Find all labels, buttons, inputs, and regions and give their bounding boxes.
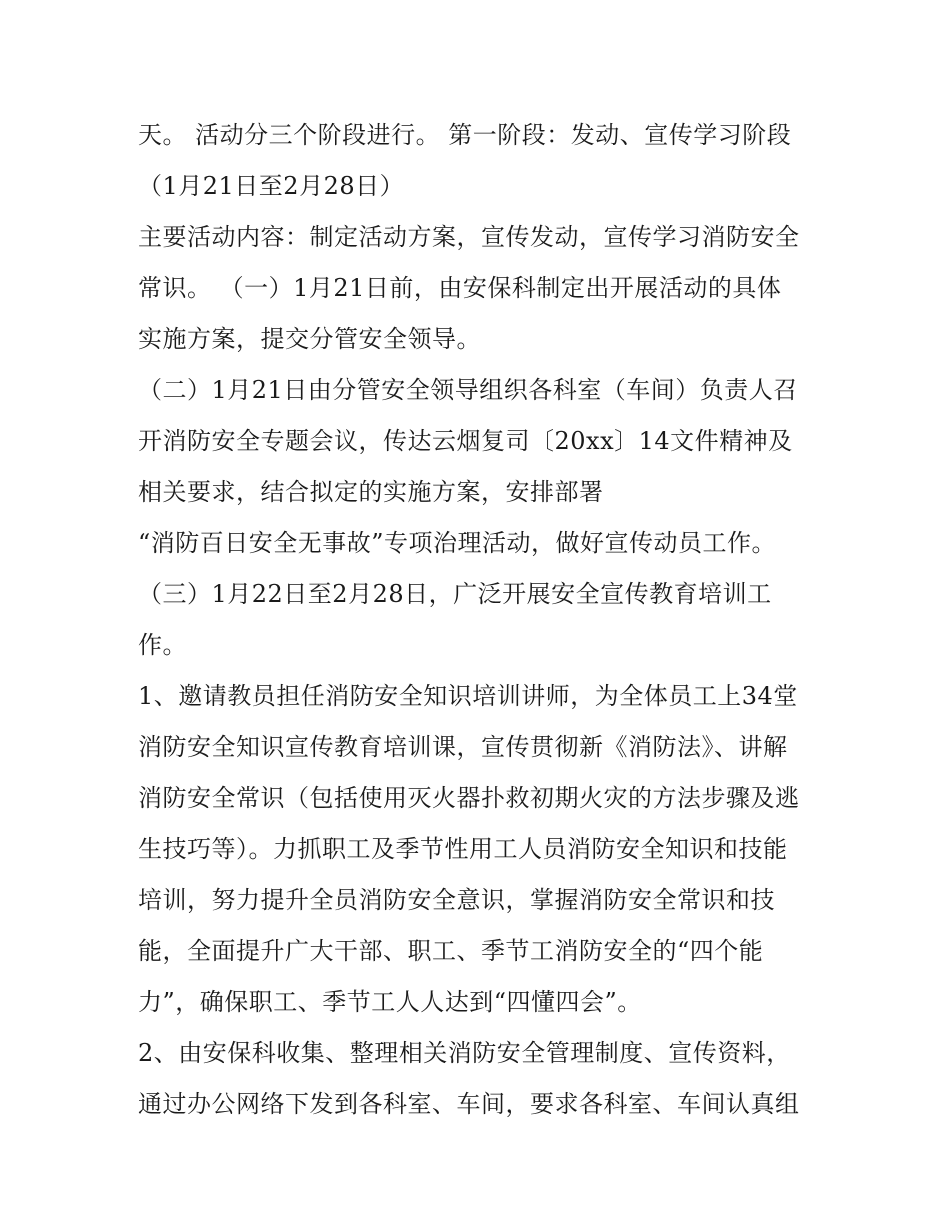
text-line: 生技巧等）。力抓职工及季节性用工人员消防安全知识和技能 xyxy=(138,835,788,863)
text-line: 2、由安保科收集、整理相关消防安全管理制度、宣传资料， xyxy=(138,1039,791,1067)
text-line: “消防百日安全无事故”专项治理活动，做好宣传动员工作。 xyxy=(138,529,777,557)
text-line: （三）1月22日至2月28日，广泛开展安全宣传教育培训工 xyxy=(138,580,772,608)
document-body xyxy=(138,110,828,1130)
text-line: 消防安全知识宣传教育培训课，宣传贯彻新《消防法》、讲解 xyxy=(138,733,788,761)
text-line: 开消防安全专题会议，传达云烟复司〔20xx〕14文件精神及 xyxy=(138,427,793,455)
text-line: 主要活动内容：制定活动方案，宣传发动，宣传学习消防安全 xyxy=(138,223,800,251)
text-line: 力”，确保职工、季节工人人达到“四懂四会”。 xyxy=(138,988,642,1016)
text-line: 1、邀请教员担任消防安全知识培训讲师，为全体员工上34堂 xyxy=(138,682,798,710)
text-line: 作。 xyxy=(138,631,187,659)
text-line: 相关要求，结合拟定的实施方案，安排部署 xyxy=(138,478,604,506)
text-line: （二）1月21日由分管安全领导组织各科室（车间）负责人召 xyxy=(138,376,798,404)
text-line: （1月21日至2月28日） xyxy=(138,172,405,200)
text-line: 天。 活动分三个阶段进行。 第一阶段：发动、宣传学习阶段 xyxy=(138,121,792,149)
text-line: 消防安全常识（包括使用灭火器扑救初期火灾的方法步骤及逃 xyxy=(138,784,800,812)
text-line: 培训，努力提升全员消防安全意识，掌握消防安全常识和技 xyxy=(138,886,775,914)
text-line: 实施方案，提交分管安全领导。 xyxy=(138,325,481,353)
text-line: 常识。 （一）1月21日前，由安保科制定出开展活动的具体 xyxy=(138,274,782,302)
text-line: 能，全面提升广大干部、职工、季节工消防安全的“四个能 xyxy=(138,937,764,965)
text-line: 通过办公网络下发到各科室、车间，要求各科室、车间认真组 xyxy=(138,1090,800,1118)
